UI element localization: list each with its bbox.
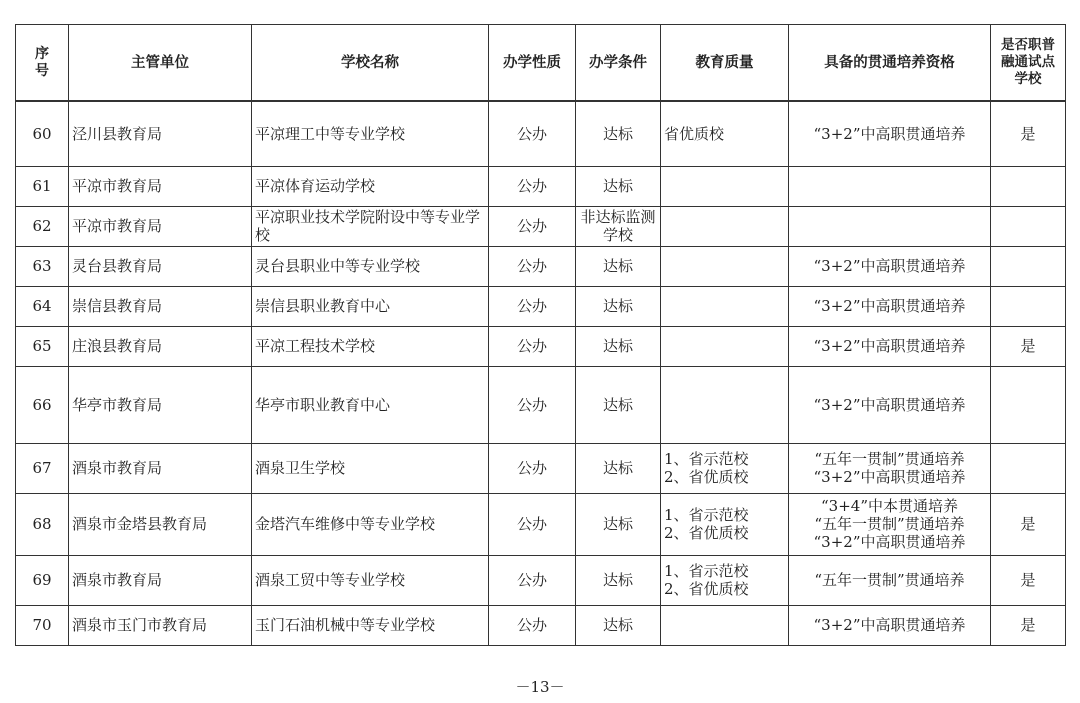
cell-pilot: 是 (991, 101, 1066, 166)
cell-condition: 达标 (576, 493, 661, 555)
table-row (16, 206, 1066, 246)
table-row (16, 493, 1066, 555)
cell-no: 60 (16, 101, 69, 166)
cell-authority: 庄浪县教育局 (69, 326, 252, 366)
table-row (16, 555, 1066, 605)
cell-nature: 公办 (489, 443, 576, 493)
cell-pilot: 是 (991, 493, 1066, 555)
cell-nature: 公办 (489, 605, 576, 645)
cell-nature: 公办 (489, 166, 576, 206)
cell-no: 62 (16, 206, 69, 246)
header-pilot: 是否职普 融通试点 学校 (991, 25, 1066, 102)
cell-school: 玉门石油机械中等专业学校 (252, 605, 489, 645)
cell-qualification: “3+2”中高职贯通培养 (789, 101, 991, 166)
table-row (16, 286, 1066, 326)
cell-qualification: “3+2”中高职贯通培养 (789, 366, 991, 443)
header-condition: 办学条件 (576, 25, 661, 102)
table-header-row (16, 25, 1066, 102)
cell-qualification: “3+2”中高职贯通培养 (789, 326, 991, 366)
cell-pilot: 是 (991, 555, 1066, 605)
cell-nature: 公办 (489, 101, 576, 166)
cell-school: 崇信县职业教育中心 (252, 286, 489, 326)
cell-authority: 酒泉市玉门市教育局 (69, 605, 252, 645)
cell-nature: 公办 (489, 286, 576, 326)
cell-condition: 达标 (576, 326, 661, 366)
cell-nature: 公办 (489, 493, 576, 555)
cell-pilot: 是 (991, 605, 1066, 645)
header-quality: 教育质量 (661, 25, 789, 102)
cell-school: 平凉理工中等专业学校 (252, 101, 489, 166)
table-row (16, 166, 1066, 206)
cell-quality (661, 166, 789, 206)
cell-authority: 酒泉市教育局 (69, 443, 252, 493)
cell-quality (661, 366, 789, 443)
cell-school: 酒泉卫生学校 (252, 443, 489, 493)
cell-condition: 非达标监测学校 (576, 206, 661, 246)
cell-qualification (789, 166, 991, 206)
cell-school: 平凉工程技术学校 (252, 326, 489, 366)
cell-qualification: “3+2”中高职贯通培养 (789, 605, 991, 645)
cell-quality (661, 605, 789, 645)
cell-no: 66 (16, 366, 69, 443)
cell-quality (661, 246, 789, 286)
cell-qualification: “3+2”中高职贯通培养 (789, 286, 991, 326)
cell-condition: 达标 (576, 555, 661, 605)
cell-school: 酒泉工贸中等专业学校 (252, 555, 489, 605)
cell-authority: 崇信县教育局 (69, 286, 252, 326)
cell-school: 平凉体育运动学校 (252, 166, 489, 206)
school-table (15, 24, 1066, 646)
cell-pilot: 是 (991, 326, 1066, 366)
cell-authority: 灵台县教育局 (69, 246, 252, 286)
cell-no: 63 (16, 246, 69, 286)
cell-condition: 达标 (576, 605, 661, 645)
cell-qualification: “3+4”中本贯通培养 “五年一贯制”贯通培养 “3+2”中高职贯通培养 (789, 493, 991, 555)
cell-quality (661, 286, 789, 326)
cell-pilot (991, 286, 1066, 326)
cell-condition: 达标 (576, 101, 661, 166)
cell-qualification (789, 206, 991, 246)
header-authority: 主管单位 (69, 25, 252, 102)
cell-nature: 公办 (489, 326, 576, 366)
cell-condition: 达标 (576, 286, 661, 326)
cell-school: 平凉职业技术学院附设中等专业学校 (252, 206, 489, 246)
cell-qualification: “五年一贯制”贯通培养 (789, 555, 991, 605)
cell-school: 灵台县职业中等专业学校 (252, 246, 489, 286)
cell-pilot (991, 206, 1066, 246)
cell-no: 68 (16, 493, 69, 555)
header-no: 序 号 (16, 25, 69, 102)
table-row (16, 605, 1066, 645)
cell-authority: 华亭市教育局 (69, 366, 252, 443)
cell-no: 67 (16, 443, 69, 493)
cell-nature: 公办 (489, 246, 576, 286)
cell-quality (661, 206, 789, 246)
cell-pilot (991, 443, 1066, 493)
header-school: 学校名称 (252, 25, 489, 102)
cell-authority: 酒泉市教育局 (69, 555, 252, 605)
header-nature: 办学性质 (489, 25, 576, 102)
cell-condition: 达标 (576, 166, 661, 206)
cell-qualification: “五年一贯制”贯通培养 “3+2”中高职贯通培养 (789, 443, 991, 493)
cell-condition: 达标 (576, 246, 661, 286)
cell-pilot (991, 246, 1066, 286)
cell-condition: 达标 (576, 366, 661, 443)
page-number: －13－ (515, 678, 565, 696)
table-row (16, 101, 1066, 166)
cell-no: 61 (16, 166, 69, 206)
table-row (16, 443, 1066, 493)
cell-authority: 平凉市教育局 (69, 206, 252, 246)
cell-school: 金塔汽车维修中等专业学校 (252, 493, 489, 555)
cell-nature: 公办 (489, 206, 576, 246)
cell-authority: 泾川县教育局 (69, 101, 252, 166)
table-row (16, 366, 1066, 443)
cell-no: 65 (16, 326, 69, 366)
cell-no: 64 (16, 286, 69, 326)
cell-no: 69 (16, 555, 69, 605)
table-row (16, 326, 1066, 366)
cell-pilot (991, 366, 1066, 443)
cell-condition: 达标 (576, 443, 661, 493)
cell-no: 70 (16, 605, 69, 645)
cell-quality: 1、省示范校 2、省优质校 (661, 493, 789, 555)
cell-nature: 公办 (489, 366, 576, 443)
table-row (16, 246, 1066, 286)
cell-school: 华亭市职业教育中心 (252, 366, 489, 443)
cell-quality: 1、省示范校 2、省优质校 (661, 555, 789, 605)
cell-authority: 酒泉市金塔县教育局 (69, 493, 252, 555)
header-qualification: 具备的贯通培养资格 (789, 25, 991, 102)
cell-authority: 平凉市教育局 (69, 166, 252, 206)
cell-quality (661, 326, 789, 366)
cell-nature: 公办 (489, 555, 576, 605)
cell-qualification: “3+2”中高职贯通培养 (789, 246, 991, 286)
cell-quality: 省优质校 (661, 101, 789, 166)
cell-quality: 1、省示范校 2、省优质校 (661, 443, 789, 493)
cell-pilot (991, 166, 1066, 206)
